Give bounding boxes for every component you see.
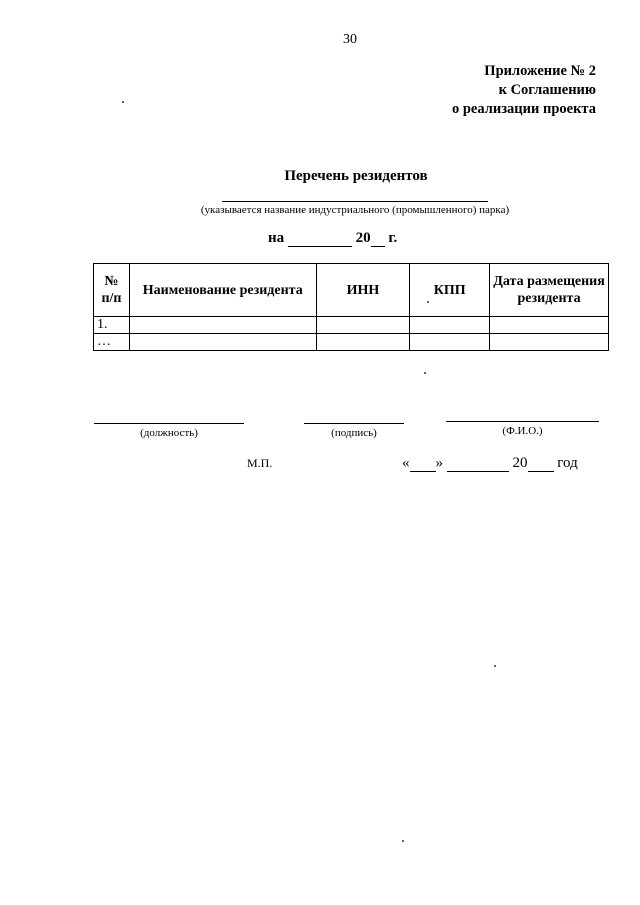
cell-inn[interactable] bbox=[316, 317, 410, 334]
park-name-hint: (указывается название индустриального (промышленного) парка) bbox=[200, 204, 510, 216]
table-row bbox=[94, 317, 609, 334]
as-of-year-prefix: 20 bbox=[355, 230, 371, 246]
row-number: 1. bbox=[94, 317, 130, 334]
scan-speck bbox=[402, 840, 404, 842]
cell-placement-date[interactable] bbox=[490, 334, 609, 351]
position-label: (должность) bbox=[140, 427, 198, 439]
signature-label: (подпись) bbox=[331, 427, 377, 439]
signing-date bbox=[402, 455, 578, 472]
header-number: № п/п bbox=[94, 264, 130, 317]
table-row bbox=[94, 334, 609, 351]
signing-day-blank[interactable] bbox=[410, 457, 436, 472]
header-resident-name: Наименование резидента bbox=[129, 264, 316, 317]
header-inn: ИНН bbox=[316, 264, 410, 317]
full-name-signature-line[interactable] bbox=[446, 421, 599, 422]
as-of-suffix: г. bbox=[388, 230, 398, 246]
cell-kpp[interactable] bbox=[410, 317, 490, 334]
full-name-label: (Ф.И.О.) bbox=[502, 425, 543, 437]
appendix-line-2: к Соглашению bbox=[498, 82, 596, 98]
cell-inn[interactable] bbox=[316, 334, 410, 351]
as-of-prefix: на bbox=[268, 230, 285, 246]
scan-speck bbox=[424, 372, 426, 374]
as-of-date-blank[interactable] bbox=[288, 232, 352, 247]
stamp-placeholder: М.П. bbox=[247, 456, 273, 470]
date-close-quote: » bbox=[435, 455, 443, 471]
signing-year-suffix: год bbox=[557, 455, 578, 471]
row-number: … bbox=[94, 334, 130, 351]
residents-table bbox=[93, 263, 609, 351]
position-signature-line[interactable] bbox=[94, 423, 244, 424]
signature-line[interactable] bbox=[304, 423, 404, 424]
signing-year-prefix: 20 bbox=[512, 455, 528, 471]
cell-resident-name[interactable] bbox=[129, 334, 316, 351]
park-name-field[interactable] bbox=[222, 201, 488, 202]
header-placement-date: Дата размещения резидента bbox=[490, 264, 609, 317]
appendix-header bbox=[452, 62, 596, 119]
scan-speck bbox=[494, 665, 496, 667]
table-header-row bbox=[94, 264, 609, 317]
appendix-line-1: Приложение № 2 bbox=[484, 63, 596, 79]
signing-month-blank[interactable] bbox=[447, 457, 509, 472]
cell-resident-name[interactable] bbox=[129, 317, 316, 334]
signing-year-blank[interactable] bbox=[528, 457, 554, 472]
cell-placement-date[interactable] bbox=[490, 317, 609, 334]
appendix-line-3: о реализации проекта bbox=[451, 101, 596, 117]
as-of-year-blank[interactable] bbox=[371, 232, 385, 247]
cell-kpp[interactable] bbox=[410, 334, 490, 351]
date-open-quote: « bbox=[402, 455, 410, 471]
header-kpp: КПП bbox=[410, 264, 490, 317]
scan-speck bbox=[427, 301, 429, 303]
scan-speck bbox=[122, 101, 124, 103]
page-number: 30 bbox=[343, 32, 357, 47]
as-of-date bbox=[268, 230, 397, 247]
document-title: Перечень резидентов bbox=[284, 168, 428, 184]
